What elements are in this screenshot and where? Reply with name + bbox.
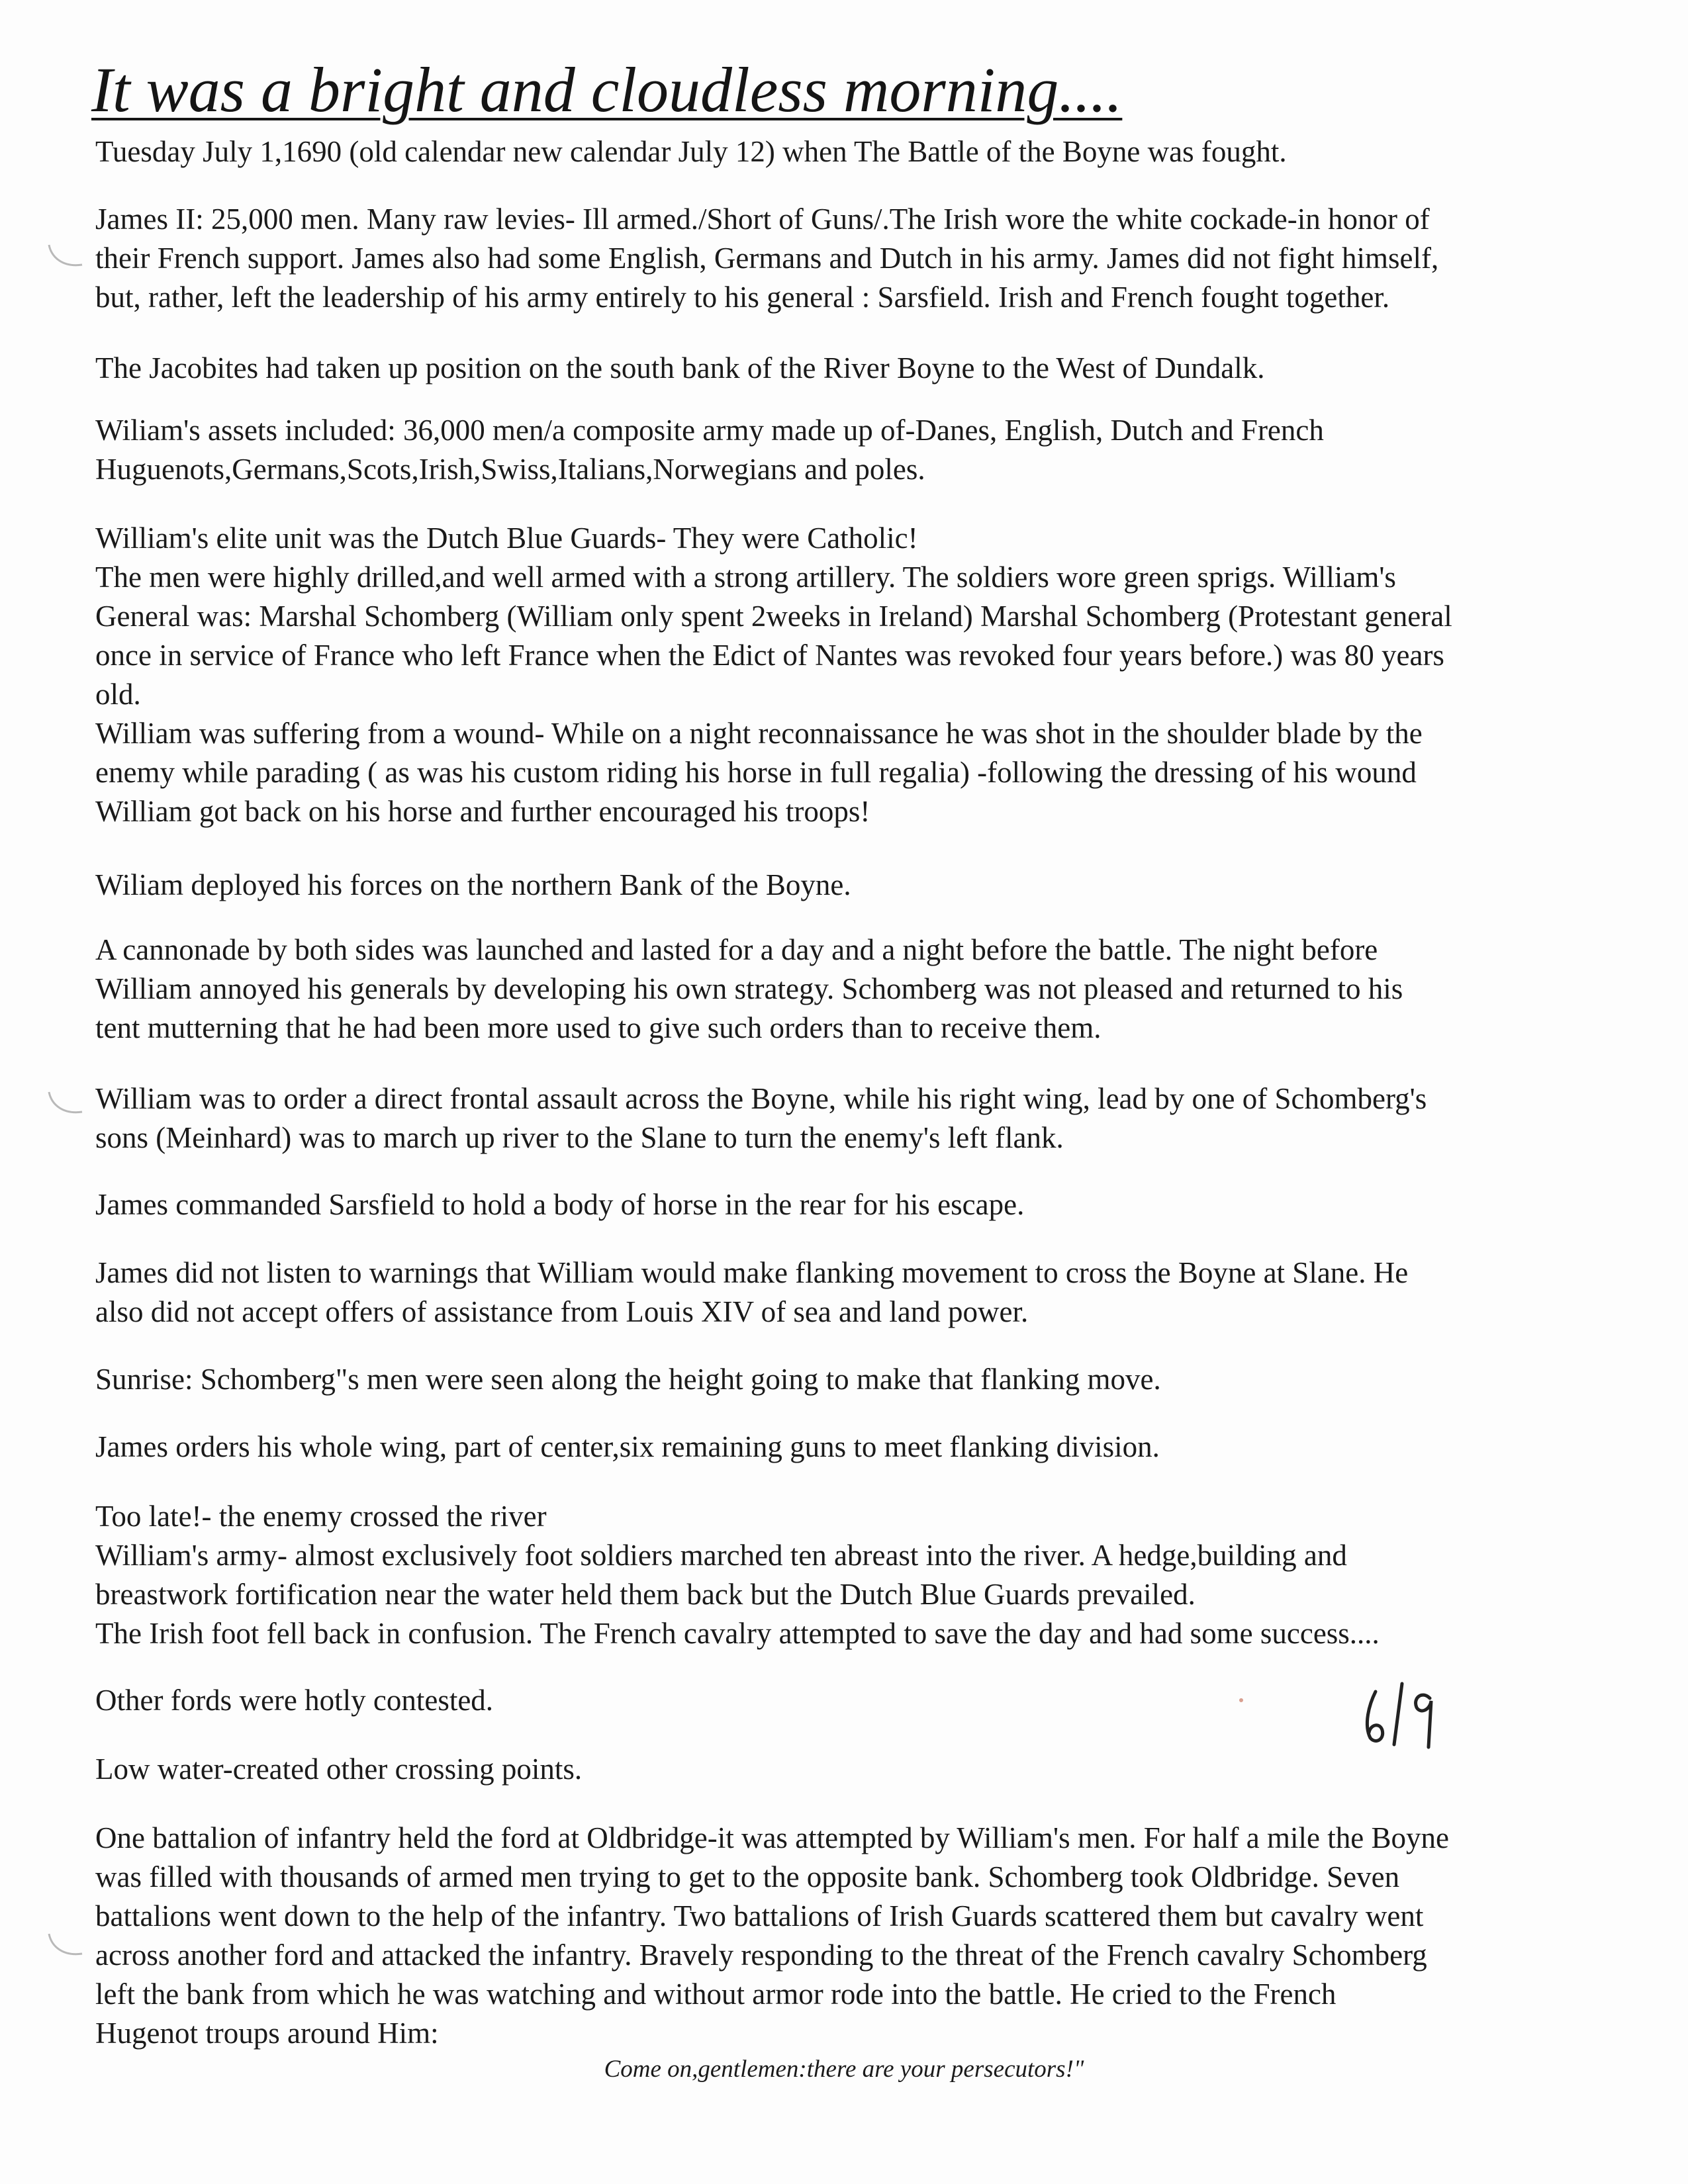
paragraph-low-water: Low water-created other crossing points. (95, 1752, 583, 1786)
paragraph-too-late: Too late!- the enemy crossed the river William's army- almost exclusively foot soldiers marched ten abreast into the river. A hedge,building and breastwork fortification near the water held them back but the Dutch Blue Guards prevailed. The Irish foot fell back in confusion. The French cavalry attempted to save the day and had some success.... (95, 1500, 1380, 1650)
paragraph-william-assets: Wiliam's assets included: 36,000 men/a composite army made up of-Danes, English, Dutch and French Huguenots,Germans,Scots,Irish,Swiss,Italians,Norwegians and poles. (95, 414, 1324, 486)
paragraph-other-fords: Other fords were hotly contested. (95, 1684, 494, 1717)
paragraph-william-deploy: Wiliam deployed his forces on the northern Bank of the Boyne. (95, 868, 851, 901)
hole-punch-mark-middle (45, 1085, 85, 1125)
paragraph-jacobites-position: The Jacobites had taken up position on the south bank of the River Boyne to the West of Dundalk. (95, 351, 1265, 385)
paragraph-sunrise: Sunrise: Schomberg"s men were seen along the height going to make that flanking move. (95, 1363, 1161, 1396)
paragraph-date: Tuesday July 1,1690 (old calendar new calendar July 12) when The Battle of the Boyne was fought. (95, 135, 1287, 168)
paragraph-james-army: James II: 25,000 men. Many raw levies- Ill armed./Short of Guns/.The Irish wore the white cockade-in honor of their French support. James also had some English, Germans and Dutch in his army. James did not fight himself, but, rather, left the leadership of his army entirely to his general : Sarsfield. Irish and French fought together. (95, 203, 1439, 314)
document-title: It was a bright and cloudless morning.... (91, 54, 1123, 125)
hole-punch-mark-top (45, 238, 85, 278)
handwritten-page-number (1356, 1678, 1448, 1751)
schomberg-quote: Come on,gentlemen:there are your persecutors!" (604, 2056, 1084, 2083)
paragraph-warnings: James did not listen to warnings that William would make flanking movement to cross the Boyne at Slane. He also did not accept offers of assistance from Louis XIV of sea and land power. (95, 1256, 1409, 1328)
paragraph-frontal-assault: William was to order a direct frontal assault across the Boyne, while his right wing, lead by one of Schomberg's sons (Meinhard) was to march up river to the Slane to turn the enemy's left flank. (95, 1082, 1427, 1154)
hole-punch-mark-bottom (45, 1927, 85, 1967)
paragraph-sarsfield: James commanded Sarsfield to hold a body of horse in the rear for his escape. (95, 1188, 1025, 1221)
stray-mark (1239, 1698, 1243, 1702)
paragraph-oldbridge: One battalion of infantry held the ford at Oldbridge-it was attempted by William's men. For half a mile the Boyne was filled with thousands of armed men trying to get to the opposite bank. Schomberg took Oldbridge. Seven battalions went down to the help of the infantry. Two battalions of Irish Guards scattered them but cavalry went across another ford and attacked the infantry. Bravely responding to the threat of the French cavalry Schomberg left the bank from which he was watching and without armor rode into the battle. He cried to the French Hugenot troups around Him: (95, 1821, 1449, 2050)
paragraph-william-elite: William's elite unit was the Dutch Blue Guards- They were Catholic! The men were highly drilled,and well armed with a strong artillery. The soldiers wore green sprigs. William's General was: Marshal Schomberg (William only spent 2weeks in Ireland) Marshal Schomberg (Protestant general once in service of France who left France when the Edict of Nantes was revoked four years before.) was 80 years old. William was suffering from a wound- While on a night reconnaissance he was shot in the shoulder blade by the enemy while parading ( as was his custom riding his horse in full regalia) -following the dressing of his wound William got back on his horse and further encouraged his troops! (95, 522, 1452, 828)
paragraph-cannonade: A cannonade by both sides was launched and lasted for a day and a night before the battle. The night before William annoyed his generals by developing his own strategy. Schomberg was not pleased and returned to his tent mutterning that he had been more used to give such orders than to receive them. (95, 933, 1403, 1044)
paragraph-james-orders: James orders his whole wing, part of center,six remaining guns to meet flanking division. (95, 1430, 1160, 1463)
